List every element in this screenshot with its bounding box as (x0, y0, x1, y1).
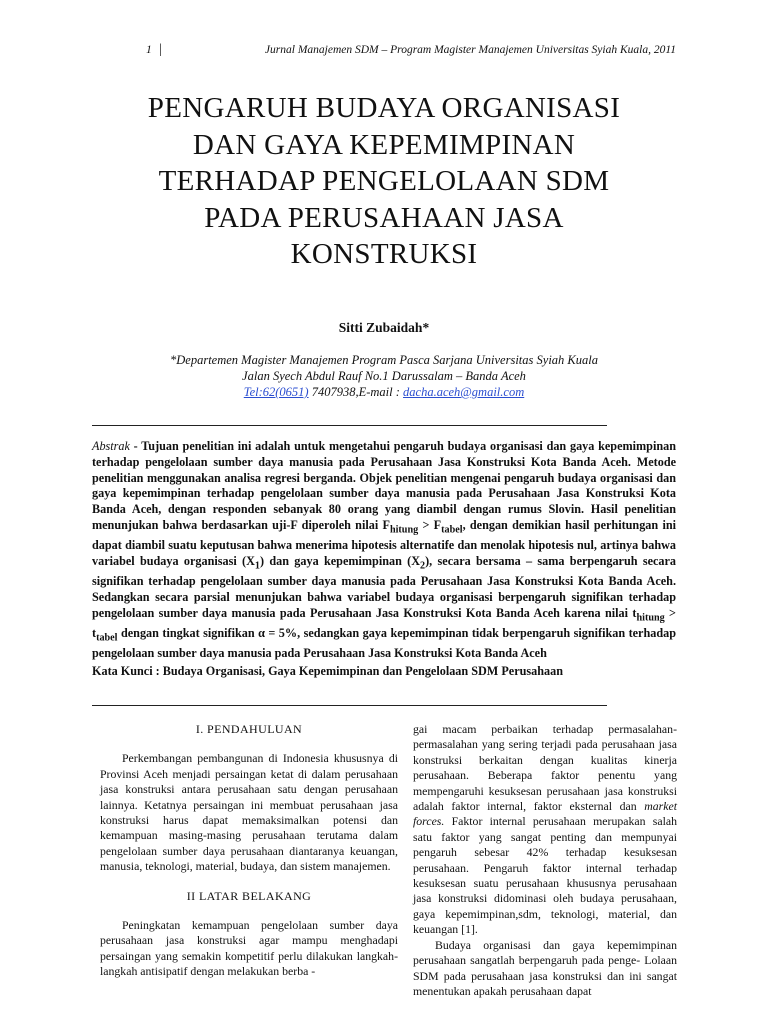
keywords: Kata Kunci : Budaya Organisasi, Gaya Kepemimpinan dan Pengelolaan SDM Perusahaan (92, 664, 563, 678)
abstract-subscript: hitung (389, 524, 419, 536)
body-paragraph: Peningkatan kemampuan pengelolaan sumber daya perusahaan jasa konstruksi agar mampu menghadapi persaingan yang semakin kompetitif perlu dilakukan langkah-langkah antisipatif dengan melakukan berba - (100, 918, 398, 979)
title-line: PENGARUH BUDAYA ORGANISASI (147, 92, 621, 124)
italic-term: market forces. (413, 799, 677, 829)
abstract-text: - Tujuan penelitian ini adalah untuk mengetahui pengaruh budaya organisasi dan gaya kepemimpinan terhadap pengelolaan sumber daya manusia pada Perusahaan Jasa Konstruksi Kota Banda Aceh. Metode penelitian menggunakan analisa regresi berganda. Objek penelitian mengenai pengaruh budaya organisasi dan gaya kepemimpinan terhadap pengelolaan sumber daya manusia pada Perusahaan Jasa Konstruksi Kota Banda Aceh, dengan responden sebanyak 80 orang yang diambil dengan rumus Slovin. Hasil penelitian menunjukan bahwa berdasarkan uji-F diperoleh nilai F (92, 439, 676, 532)
header-separator: | (159, 42, 162, 57)
body-paragraph: Budaya organisasi dan gaya kepemimpinan perusahaan sangatlah berpengaruh pada penge- Lolaan SDM pada perusahaan jasa konstruksi dan ini sangat menentukan apakah perusahaan dapat (413, 937, 677, 998)
author-name: Sitti Zubaidah* (338, 320, 430, 335)
tel-number: 7407938,E-mail : (308, 385, 404, 399)
affiliation-line: Jalan Syech Abdul Rauf No.1 Darussalam – Banda Aceh (242, 369, 526, 383)
abstract-text: > F (418, 517, 442, 532)
section-heading: I. PENDAHULUAN (195, 722, 303, 736)
abstract-subscript: hitung (636, 612, 665, 624)
abstract-subscript: 2 (420, 560, 426, 572)
divider-top (92, 425, 607, 426)
title-line: DAN GAYA KEPEMIMPINAN (192, 128, 576, 161)
affiliation (0, 352, 768, 400)
body-paragraph (413, 722, 677, 938)
affiliation-line: *Departemen Magister Manajemen Program Pasca Sarjana Universitas Syiah Kuala (170, 353, 598, 367)
abstract-text: > t (92, 605, 677, 641)
body-paragraph: Perkembangan pembangunan di Indonesia khususnya di Provinsi Aceh menjadi persaingan ketat di dalam perusahaan jasa konstruksi antara perusahaan satu dengan perusahaan lainnya. Ketatnya persaingan ini membuat perusahaan jasa konstruksi harus dapat memaksimalkan potensi dan kemampuan masing-masing perusahaan terutama dalam pengelolaan sumber daya perusahaan diantaranya keuangan, manusia, teknologi, material, budaya, dan sistem manajemen. (100, 751, 398, 874)
abstract-subscript: 1 (254, 560, 260, 572)
paper-title (60, 90, 708, 273)
abstract-text: dengan tingkat signifikan α = 5%, sedangkan gaya kepemimpinan tidak berpengaruh signifikan terhadap pengelolaan sumber daya manusia pada Perusahaan Jasa Konstruksi Kota Banda Aceh (92, 626, 676, 661)
left-column (100, 722, 398, 980)
abstract-subscript: tabel (441, 524, 463, 536)
section-heading: II LATAR BELAKANG (186, 888, 312, 903)
abstract (92, 439, 676, 662)
title-line: PADA PERUSAHAAN JASA (204, 201, 564, 234)
body-text: Faktor internal perusahaan merupakan salah satu faktor yang sangat penting dan mempunyai pengaruh sebesar 42% terhadap kesuksesan perusahaan. Pengaruh faktor internal terhadap kesuksesan suatu perusahaan khususnya perusahaan jasa konstruksi didominasi oleh budaya perusahaan, gaya kepemimpinan,sdm, teknologi, material, dan keuangan [1]. (413, 814, 677, 937)
email-link[interactable]: dacha.aceh@gmail.com (403, 385, 525, 399)
abstract-label: Abstrak (92, 439, 130, 453)
tel-link[interactable]: Tel:62(0651) (243, 385, 309, 399)
body-text: gai macam perbaikan terhadap permasalahan-permasalahan yang sering terjadi pada perusahaan jasa konstruksi berkaitan dengan kualitas kinerja perusahaan. Beberapa faktor penentu yang mempengaruhi kesuksesan perusahaan jasa konstruksi adalah faktor internal, faktor eksternal dan (413, 722, 677, 814)
abstract-text: ) dan gaya kepemimpinan (X (259, 554, 421, 569)
title-line: TERHADAP PENGELOLAAN SDM (158, 165, 610, 197)
contact-line (0, 384, 768, 400)
abstract-text: , dengan demikian hasil perhitungan ini dapat diambil suatu keputusan bahwa menerima hipotesis alternatife dan menolak hipotesis nul, artinya bahwa variabel budaya organisasi (X (92, 517, 676, 569)
page-number: 1 (146, 44, 152, 56)
divider-bottom (92, 705, 607, 706)
abstract-text: ), secara bersama – sama berpengaruh secara signifikan terhadap pengelolaan sumber daya manusia pada Perusahaan Jasa Konstruksi Kota Banda Aceh. Sedangkan secara parsial menunjukan bahwa variabel budaya organisasi berpengaruh signifikan terhadap pengelolaan sumber daya manusia pada Perusahaan Jasa Konstruksi Kota Banda Aceh karena nilai t (92, 554, 676, 620)
abstract-subscript: tabel (96, 632, 118, 644)
title-line: KONSTRUKSI (290, 238, 478, 270)
journal-name: Jurnal Manajemen SDM – Program Magister Manajemen Universitas Syiah Kuala, 2011 (264, 44, 676, 56)
right-column (413, 722, 677, 999)
